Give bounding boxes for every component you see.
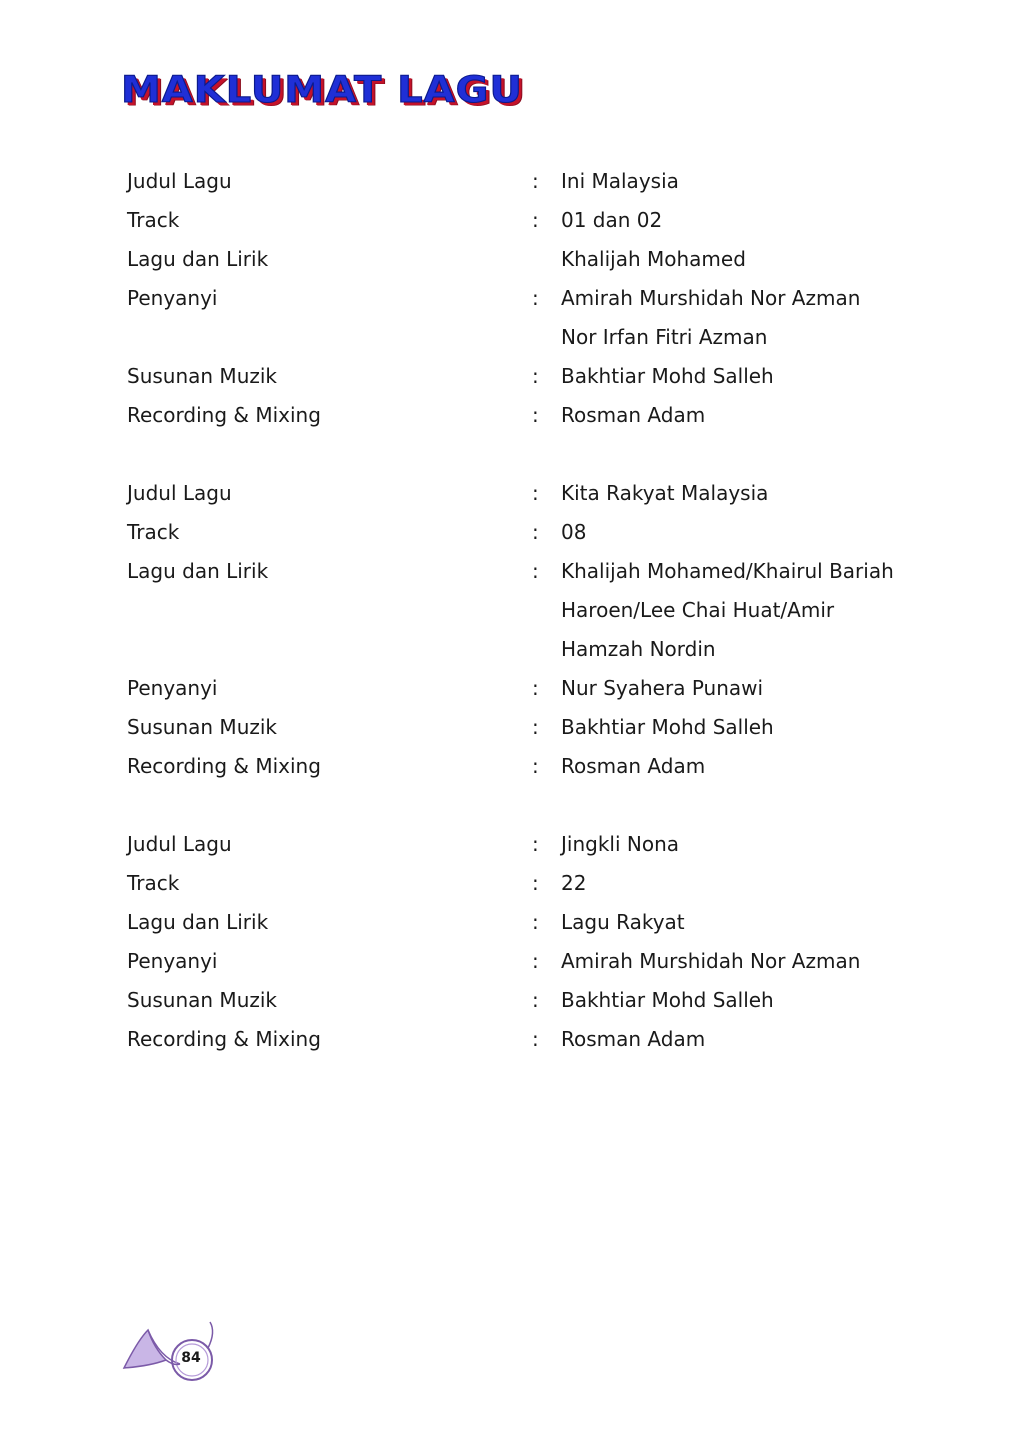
field-label: Track bbox=[127, 520, 180, 544]
info-row bbox=[127, 201, 927, 240]
field-value-list bbox=[561, 279, 860, 357]
info-row bbox=[127, 1020, 927, 1059]
field-value-list bbox=[561, 201, 662, 240]
field-label: Susunan Muzik bbox=[127, 988, 277, 1012]
field-value-list bbox=[561, 396, 705, 435]
field-label: Susunan Muzik bbox=[127, 364, 277, 388]
info-row bbox=[127, 669, 927, 708]
field-separator: : bbox=[532, 1027, 539, 1051]
field-value: Bakhtiar Mohd Salleh bbox=[561, 715, 774, 739]
field-value: Nor Irfan Fitri Azman bbox=[561, 325, 768, 349]
field-separator: : bbox=[532, 559, 539, 583]
info-row bbox=[127, 981, 927, 1020]
field-value-list bbox=[561, 981, 774, 1020]
field-value: 08 bbox=[561, 520, 587, 544]
field-label: Lagu dan Lirik bbox=[127, 559, 269, 583]
page-number: 84 bbox=[181, 1350, 201, 1366]
field-value: Nur Syahera Punawi bbox=[561, 676, 764, 700]
info-row bbox=[127, 747, 927, 786]
field-value-list bbox=[561, 357, 774, 396]
field-separator: : bbox=[532, 481, 539, 505]
field-value-list bbox=[561, 942, 860, 981]
info-row bbox=[127, 708, 927, 747]
field-separator: : bbox=[532, 520, 539, 544]
field-value-list bbox=[561, 825, 679, 864]
field-label: Track bbox=[127, 208, 180, 232]
field-value: Jingkli Nona bbox=[561, 832, 680, 856]
field-separator: : bbox=[532, 832, 539, 856]
info-row bbox=[127, 825, 927, 864]
info-row bbox=[127, 513, 927, 552]
field-separator: : bbox=[532, 403, 539, 427]
field-value: 22 bbox=[561, 871, 587, 895]
field-label: Judul Lagu bbox=[127, 169, 232, 193]
field-separator: : bbox=[532, 871, 539, 895]
field-separator: : bbox=[532, 949, 539, 973]
field-label: Judul Lagu bbox=[127, 481, 232, 505]
field-value-list bbox=[561, 864, 586, 903]
field-separator: : bbox=[532, 676, 539, 700]
field-label: Penyanyi bbox=[127, 676, 218, 700]
field-label: Penyanyi bbox=[127, 949, 218, 973]
field-value: Bakhtiar Mohd Salleh bbox=[561, 364, 774, 388]
field-value: Khalijah Mohamed/Khairul Bariah bbox=[561, 559, 894, 583]
info-row bbox=[127, 279, 927, 357]
field-separator: : bbox=[532, 208, 539, 232]
field-value-list bbox=[561, 747, 705, 786]
info-row bbox=[127, 864, 927, 903]
info-row bbox=[127, 396, 927, 435]
field-value: Hamzah Nordin bbox=[561, 637, 716, 661]
field-value: Bakhtiar Mohd Salleh bbox=[561, 988, 774, 1012]
field-value: Rosman Adam bbox=[561, 1027, 706, 1051]
info-row bbox=[127, 942, 927, 981]
field-separator: : bbox=[532, 169, 539, 193]
song-block bbox=[127, 162, 927, 435]
page-title: MAKLUMAT LAGU bbox=[121, 68, 523, 112]
field-label: Susunan Muzik bbox=[127, 715, 277, 739]
info-row bbox=[127, 903, 927, 942]
field-value-list bbox=[561, 474, 768, 513]
field-label: Judul Lagu bbox=[127, 832, 232, 856]
field-value: Amirah Murshidah Nor Azman bbox=[561, 949, 861, 973]
field-value-list bbox=[561, 513, 586, 552]
info-row bbox=[127, 162, 927, 201]
field-value-list bbox=[561, 162, 679, 201]
info-row bbox=[127, 357, 927, 396]
field-separator: : bbox=[532, 910, 539, 934]
field-separator: : bbox=[532, 715, 539, 739]
field-value-list bbox=[561, 669, 763, 708]
song-block bbox=[127, 825, 927, 1059]
field-label: Track bbox=[127, 871, 180, 895]
horn-icon bbox=[120, 1318, 220, 1398]
field-separator: : bbox=[532, 364, 539, 388]
song-info-list bbox=[127, 162, 927, 1098]
field-value-list bbox=[561, 903, 685, 942]
field-value: Khalijah Mohamed bbox=[561, 247, 746, 271]
page-footer bbox=[120, 1318, 220, 1398]
info-row bbox=[127, 552, 927, 669]
field-value: Rosman Adam bbox=[561, 403, 706, 427]
field-value-list bbox=[561, 552, 894, 669]
field-label: Recording & Mixing bbox=[127, 403, 321, 427]
field-value-list bbox=[561, 240, 746, 279]
field-value: 01 dan 02 bbox=[561, 208, 663, 232]
field-label: Lagu dan Lirik bbox=[127, 247, 269, 271]
field-value: Haroen/Lee Chai Huat/Amir bbox=[561, 598, 835, 622]
field-value: Amirah Murshidah Nor Azman bbox=[561, 286, 861, 310]
field-separator: : bbox=[532, 286, 539, 310]
info-row bbox=[127, 474, 927, 513]
field-value: Lagu Rakyat bbox=[561, 910, 685, 934]
field-value-list bbox=[561, 1020, 705, 1059]
field-label: Lagu dan Lirik bbox=[127, 910, 269, 934]
field-value: Rosman Adam bbox=[561, 754, 706, 778]
field-label: Recording & Mixing bbox=[127, 754, 321, 778]
field-value: Ini Malaysia bbox=[561, 169, 679, 193]
field-value-list bbox=[561, 708, 774, 747]
field-label: Recording & Mixing bbox=[127, 1027, 321, 1051]
song-block bbox=[127, 474, 927, 786]
field-value: Kita Rakyat Malaysia bbox=[561, 481, 769, 505]
field-label: Penyanyi bbox=[127, 286, 218, 310]
info-row bbox=[127, 240, 927, 279]
field-separator: : bbox=[532, 754, 539, 778]
field-separator: : bbox=[532, 988, 539, 1012]
